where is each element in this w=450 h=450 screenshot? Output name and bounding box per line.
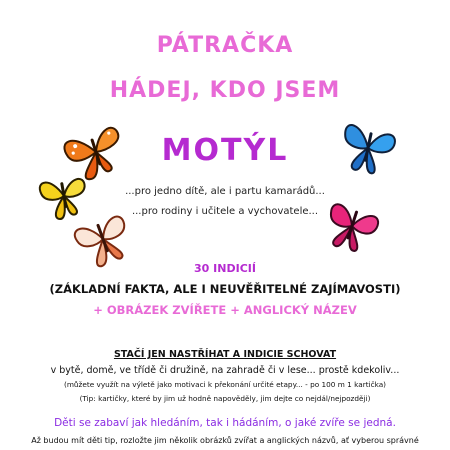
- animal-name: MOTÝL: [161, 133, 289, 168]
- trip-note: (můžete využít na výletě jako motivaci k překonání určité etapy... - po 100 m 1 kartička): [63, 380, 387, 389]
- subtitle-line-1: ...pro jedno dítě, ale i partu kamarádů...: [125, 186, 325, 197]
- pink-butterfly-icon: [70, 210, 136, 268]
- tip-note: (Tip: kartičky, které by jim už hodně napověděly, jim dejte co nejdál/nejpozději): [79, 394, 371, 403]
- title-patracka: PÁTRAČKA: [156, 33, 294, 58]
- extra-content: + OBRÁZEK ZVÍŘETE + ANGLICKÝ NÁZEV: [93, 303, 357, 317]
- clues-count: 30 INDICIÍ: [194, 262, 256, 275]
- fun-statement: Děti se zabaví jak hledáním, tak i hádáním, o jaké zvíře se jedná.: [54, 417, 396, 429]
- facts-description: (ZÁKLADNÍ FAKTA, ALE I NEUVĚŘITELNÉ ZAJÍMAVOSTI): [49, 282, 401, 296]
- title-hadej-kdo-jsem: HÁDEJ, KDO JSEM: [109, 78, 341, 103]
- cut-and-hide-heading: STAČÍ JEN NASTŘÍHAT A INDICIE SCHOVAT: [113, 349, 337, 360]
- blue-butterfly-icon: [335, 118, 401, 178]
- bottom-instruction: Až budou mít děti tip, rozložte jim několik obrázků zvířat a anglických názvů, ať vyberou správné: [31, 436, 419, 445]
- where-to-hide-text: v bytě, domě, ve třídě či družině, na zahradě či v lese... prostě kdekoliv...: [50, 365, 400, 376]
- subtitle-line-2: ...pro rodiny i učitele a vychovatele...: [131, 206, 319, 217]
